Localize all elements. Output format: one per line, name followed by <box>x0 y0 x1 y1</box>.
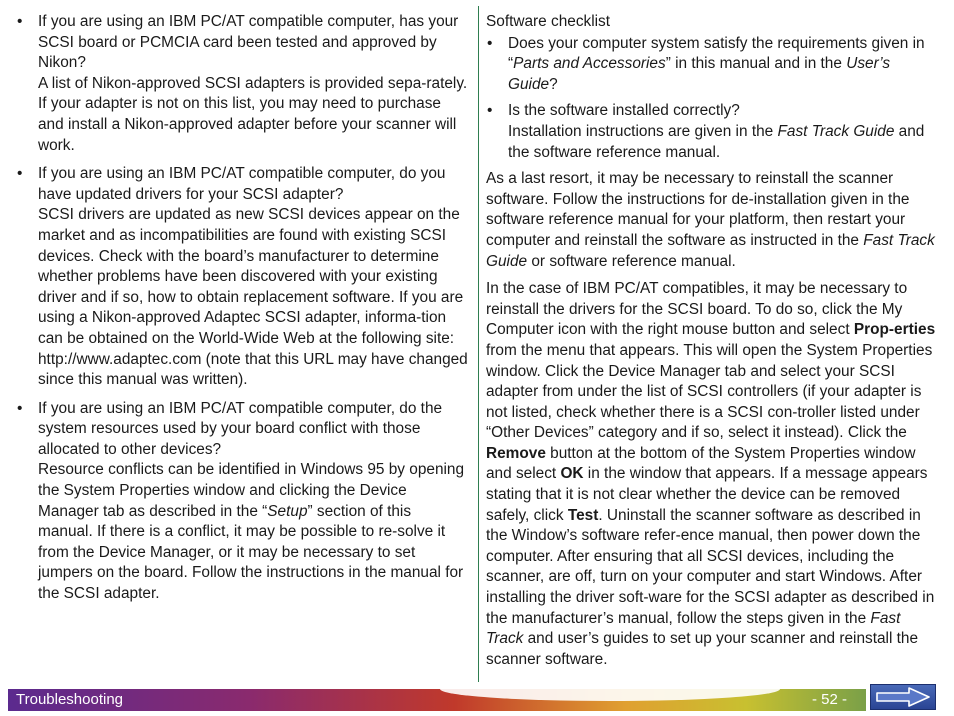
checklist-answer: Resource conflicts can be identified in Windows 95 by opening the System Properties window and clicking the Device Manager tab as described in the “Setup” section of this manual. If there is a conflict, it may be possible to re-solve it from the Device Manager, or it may be necessary to set jumpers on the board. Follow the instructions in the manual for the SCSI adapter. <box>38 461 465 603</box>
driver-reinstall-paragraph: In the case of IBM PC/AT compatibles, it may be necessary to reinstall the drivers for the SCSI board. To do so, click the My Computer icon with the right mouse button and select Prop-erties from the menu that appears. This will open the System Properties window. Click the Device Manager tab and select your SCSI adapter from under the list of SCSI controllers (if your adapter is not listed, check whether there is a SCSI con-troller listed under “Other Devices” category and if so, select it instead). Click the Remove button at the bottom of the System Properties window and select OK in the window that appears. If a message appears stating that it is not clear whether the device can be removed safely, click Test. Uninstall the scanner software as described in the Window’s software refer-ence manual, then power down the computer. After ensuring that all SCSI devices, including the scanner, are off, turn on your computer and start Windows. After installing the driver soft-ware for the SCSI adapter as described in the manufacturer’s manual, follow the steps given in the Fast Track and user’s guides to set up your scanner and reinstall the scanner software. <box>486 280 936 668</box>
right-arrow-icon <box>871 685 935 709</box>
ui-term-ok: OK <box>560 465 584 483</box>
ui-term-test: Test <box>567 506 599 524</box>
manual-reference: Fast Track Guide <box>777 122 895 140</box>
checklist-answer: A list of Nikon-approved SCSI adapters is provided sepa-rately. If your adapter is not on this list, you may need to purchase and install a Nikon-approved adapter before your scanner will work. <box>38 74 468 154</box>
bullet-icon: • <box>17 165 23 183</box>
list-item <box>16 164 468 391</box>
scsi-checklist <box>16 12 468 605</box>
checklist-question: Is the software installed correctly? <box>508 102 740 120</box>
bullet-icon: • <box>17 13 23 30</box>
ui-term-properties: Prop-erties <box>853 321 936 339</box>
checklist-question: If you are using an IBM PC/AT compatible computer, has your SCSI board or PCMCIA card been tested and approved by Nikon? <box>38 13 459 72</box>
page-number: - 52 - <box>812 691 848 708</box>
bullet-icon: • <box>487 102 493 120</box>
checklist-question: If you are using an IBM PC/AT compatible computer, do the system resources used by your board conflict with those allocated to other devices? <box>38 399 443 458</box>
section-heading: Software checklist <box>486 13 611 30</box>
page-footer <box>0 689 954 716</box>
next-page-button[interactable] <box>870 684 936 710</box>
manual-reference: Fast Track <box>486 609 901 648</box>
left-column <box>16 12 468 613</box>
bullet-icon: • <box>487 34 493 52</box>
bullet-icon: • <box>17 399 23 417</box>
right-column <box>486 12 938 677</box>
list-item: • Is the software installed correctly? Installation instructions are given in the Fast Track Guide and the software reference manual. <box>487 102 925 161</box>
list-item <box>16 399 468 605</box>
column-divider <box>478 6 479 682</box>
footer-section-title: Troubleshooting <box>16 691 124 708</box>
ui-term-remove: Remove <box>486 444 546 462</box>
checklist-answer: SCSI drivers are updated as new SCSI devices appear on the market and as incompatibilities are found with existing SCSI devices. Check with the board’s manufacturer to determine whether problems have been discovered with your existing driver and if so, how to obtain replacement software. If you are using a Nikon-approved Adaptec SCSI adapter, informa-tion can be obtained on the World-Wide Web at the following site: http://www.adaptec.com (note that this URL may have changed since this manual was written). <box>38 206 468 389</box>
section-reference: Setup <box>267 502 308 520</box>
reinstall-paragraph: As a last resort, it may be necessary to reinstall the scanner software. Follow the instructions for de-installation given in the software reference manual for your platform, then restart your computer and reinstall the software as instructed in the Fast Track Guide or software reference manual. <box>486 170 935 270</box>
checklist-question: If you are using an IBM PC/AT compatible computer, do you have updated drivers for your SCSI adapter? <box>38 165 446 203</box>
list-item: • Does your computer system satisfy the requirements given in “Parts and Accessories” in this manual and in the User’s Guide? <box>487 34 925 93</box>
list-item <box>16 12 468 156</box>
section-reference: Parts and Accessories <box>513 55 666 73</box>
manual-reference: Fast Track Guide <box>486 231 935 270</box>
manual-reference: User’s Guide <box>508 55 891 93</box>
software-checklist <box>486 34 938 164</box>
